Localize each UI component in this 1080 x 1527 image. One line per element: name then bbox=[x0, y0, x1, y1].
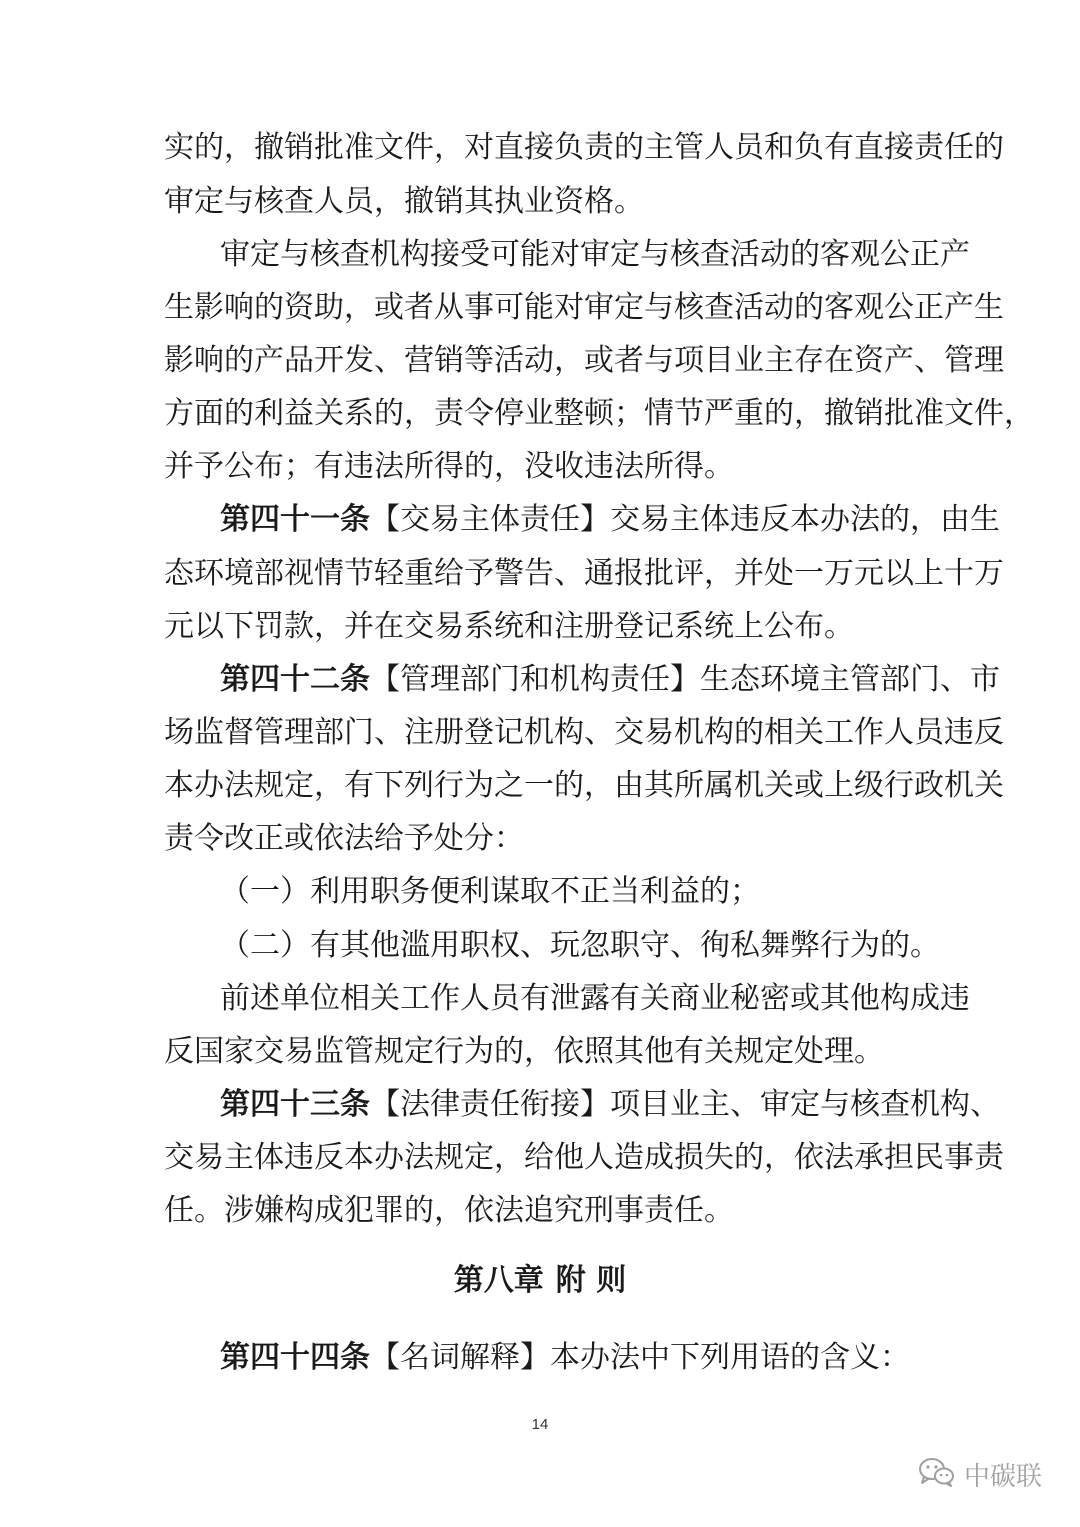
article-number: 第四十四条 bbox=[220, 1340, 370, 1375]
text-line: 生影响的资助，或者从事可能对审定与核查活动的客观公正产生 bbox=[164, 290, 1004, 325]
article-41 bbox=[220, 502, 1000, 538]
chapter-heading bbox=[0, 1263, 1080, 1299]
text-line: 并予公布；有违法所得的，没收违法所得。 bbox=[164, 449, 734, 484]
text-line: 任。涉嫌构成犯罪的，依法追究刑事责任。 bbox=[164, 1193, 734, 1228]
text-line: 元以下罚款，并在交易系统和注册登记系统上公布。 bbox=[164, 609, 854, 644]
paragraph-start: 审定与核查机构接受可能对审定与核查活动的客观公正产 bbox=[220, 237, 970, 272]
text-line: 场监督管理部门、注册登记机构、交易机构的相关工作人员违反 bbox=[164, 715, 1004, 750]
article-44 bbox=[220, 1340, 916, 1376]
text-line: 影响的产品开发、营销等活动，或者与项目业主存在资产、管理 bbox=[164, 343, 1004, 378]
chapter-number: 第八章 bbox=[453, 1263, 544, 1298]
text-line: 方面的利益关系的，责令停业整顿；情节严重的，撤销批准文件， bbox=[164, 396, 1034, 431]
chapter-title: 附 则 bbox=[555, 1263, 627, 1298]
text-line: 交易主体违反本办法规定，给他人造成损失的，依法承担民事责 bbox=[164, 1140, 1004, 1175]
article-text: 【法律责任衔接】项目业主、审定与核查机构、 bbox=[370, 1087, 1000, 1122]
wechat-icon bbox=[918, 1456, 956, 1492]
paragraph-start: 前述单位相关工作人员有泄露有关商业秘密或其他构成违 bbox=[220, 981, 970, 1016]
article-number: 第四十一条 bbox=[220, 502, 370, 537]
text-line: 责令改正或依法给予处分： bbox=[164, 821, 524, 856]
list-item: （二）有其他滥用职权、玩忽职守、徇私舞弊行为的。 bbox=[220, 928, 940, 963]
article-43 bbox=[220, 1087, 1000, 1123]
article-text: 【交易主体责任】交易主体违反本办法的，由生 bbox=[370, 502, 1000, 537]
article-text: 【管理部门和机构责任】生态环境主管部门、市 bbox=[370, 662, 1000, 697]
page-number: 14 bbox=[531, 1416, 549, 1433]
article-number: 第四十二条 bbox=[220, 662, 370, 697]
article-42 bbox=[220, 662, 1000, 698]
list-item: （一）利用职务便利谋取不正当利益的； bbox=[220, 874, 760, 909]
text-line: 态环境部视情节轻重给予警告、通报批评，并处一万元以上十万 bbox=[164, 556, 1004, 591]
article-text: 【名词解释】本办法中下列用语的含义： bbox=[370, 1340, 910, 1375]
article-number: 第四十三条 bbox=[220, 1087, 370, 1122]
text-line: 反国家交易监管规定行为的，依照其他有关规定处理。 bbox=[164, 1034, 884, 1069]
text-line: 实的，撤销批准文件，对直接负责的主管人员和负有直接责任的 bbox=[164, 130, 1004, 165]
text-line: 本办法规定，有下列行为之一的，由其所属机关或上级行政机关 bbox=[164, 768, 1004, 803]
text-line: 审定与核查人员，撤销其执业资格。 bbox=[164, 184, 644, 219]
watermark-text: 中碳联 bbox=[964, 1461, 1043, 1492]
watermark bbox=[918, 1454, 1042, 1494]
